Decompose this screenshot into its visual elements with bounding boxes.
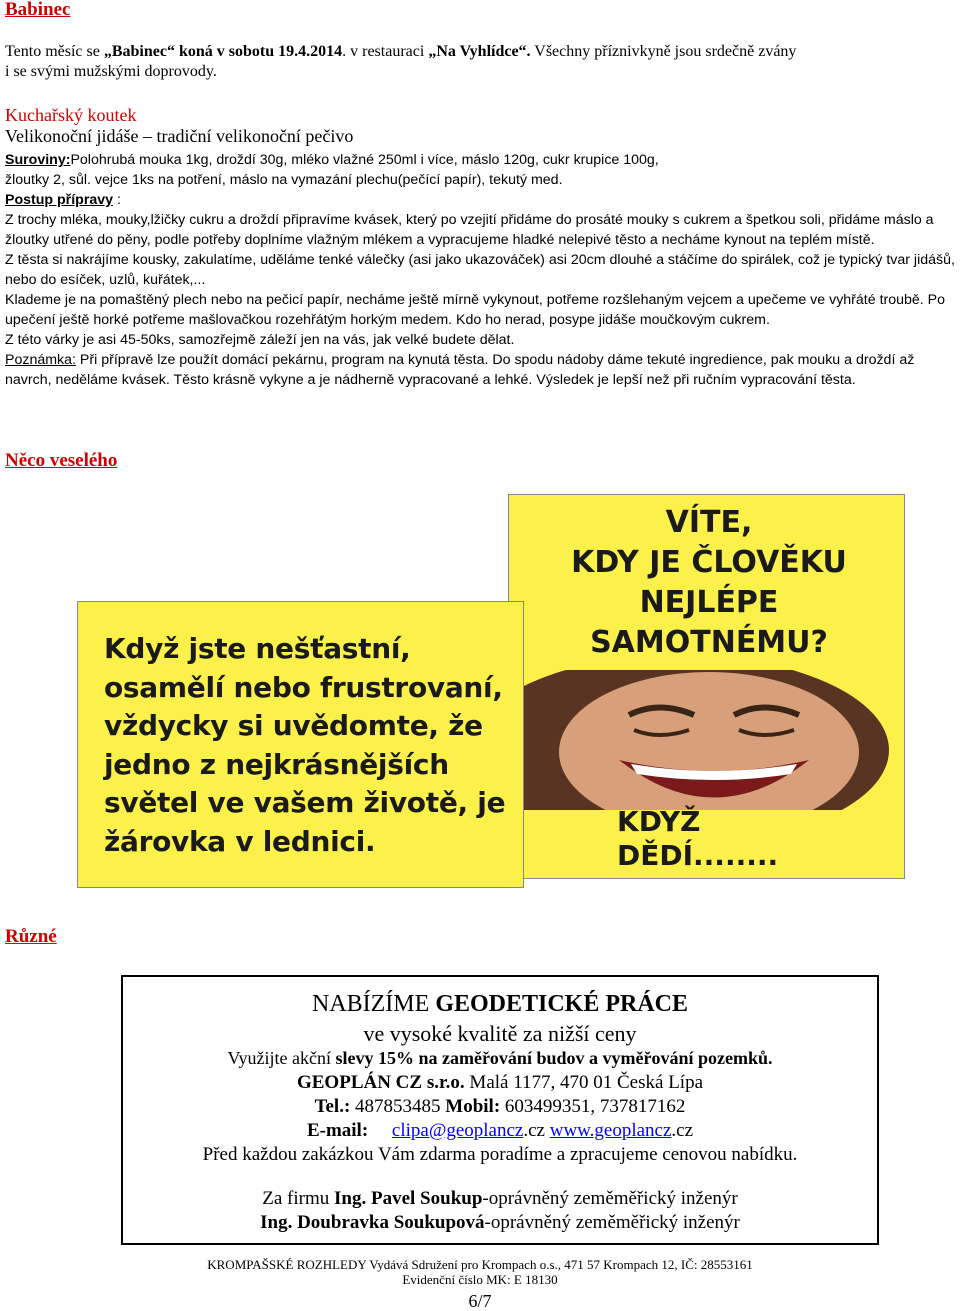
ad-contacts: E-mail: clipa@geoplancz.cz www.geoplancz.cz <box>306 1120 694 1141</box>
fun-heading: Něco veselého <box>5 450 118 471</box>
laughing-woman-illustration <box>509 670 904 810</box>
recipe-header <box>5 105 957 147</box>
misc-heading: Různé <box>5 926 57 947</box>
footer-publisher: KROMPAŠSKÉ ROZHLEDY Vydává Sdružení pro Krompach o.s., 471 57 Krompach 12, IČ: 28553161 <box>207 1257 753 1272</box>
ad-signature-2: Ing. Doubravka Soukupová-oprávněný zeměměřický inženýr <box>260 1212 740 1233</box>
recipe-ingredients: Suroviny:Polohrubá mouka 1kg, droždí 30g, mléko vlažné 250ml i více, máslo 120g, cukr krupice 100g, žloutky 2, sůl. vejce 1ks na potření, máslo na vymazání plechu(pečící papír), tekutý med. <box>5 152 659 188</box>
joke-left-text: Když jste nešťastní, osamělí nebo frustrovaní, vždycky si uvědomte, že jedno z nejkrásnějších světel ve vašem životě, je žárovka v lednici. <box>104 632 506 858</box>
footer-registration: Evidenční číslo MK: E 18130 <box>402 1272 558 1287</box>
ad-offer: Před každou zakázkou Vám zdarma poradíme a zpracujeme cenovou nabídku. <box>202 1144 798 1165</box>
recipe-section-title: Kuchařský koutek <box>5 105 137 125</box>
recipe-title: Velikonoční jidáše – tradiční velikonoční pečivo <box>5 126 354 146</box>
babinec-paragraph: Tento měsíc se „Babinec“ koná v sobotu 19.4.2014. v restauraci „Na Vyhlídce“. Všechny příznivkyně jsou srdečně zvány i se svými mužskými doprovody. <box>5 43 797 80</box>
recipe-procedure: Postup přípravy : Z trochy mléka, mouky,lžičky cukru a droždí připravíme kvásek, který po vzejití přidáme do prosáté mouky s cukrem a špetkou soli, přidáme máslo a žloutky utřené do pěny, podle potřeby doplníme vlažným mlékem a vypracujeme hladké nelepivé těsto a necháme kynout na teplém místě. Z těsta si nakrájíme kousky, zakulatíme, uděláme tenké válečky (asi jako ukazováček) asi 20cm dlouhé a stáčíme do spirálek, což je typický tvar jidášů, nebo do esíček, uzlů, kuřátek,... Klademe je na pomaštěný plech nebo na pečicí papír, necháme ještě mírně vykynout, potřeme rozšlehaným vejcem a upečeme ve vyhřáté troubě. Po upečení ještě horké potřeme mašlovačkou rozehřátým horkým medem. Kdo ho nerad, posype jidáše moučkovým cukrem. Z této várky je asi 45-50ks, samozřejmě záleží jen na vás, jak velké budete dělat. Poznámka: Při přípravě lze použít domácí pekárnu, program na kynutá těsta. Do spodu nádoby dáme tekuté ingredience, pak mouku a droždí až navrch, neděláme kvásek. Těsto krásně vykyne a je nádherně vypracované a lehké. Výsledek je lepší než při ručním vypracování těsta. <box>5 192 955 388</box>
ad-promo: Využijte akční slevy 15% na zaměřování budov a vyměřování pozemků. <box>227 1048 773 1068</box>
joke-question: VÍTE, KDY JE ČLOVĚKU NEJLÉPE SAMOTNÉMU? <box>571 505 847 660</box>
advertisement-box <box>121 975 879 1245</box>
email-link[interactable]: clipa@geoplancz <box>391 1120 524 1141</box>
ad-company: GEOPLÁN CZ s.r.o. Malá 1177, 470 01 Česká Lípa <box>296 1072 704 1093</box>
joke-image-right <box>508 494 905 879</box>
page-number: 6/7 <box>468 1291 492 1311</box>
ad-title: NABÍZÍME GEODETICKÉ PRÁCE <box>311 991 689 1017</box>
babinec-heading: Babinec <box>5 0 71 20</box>
web-link[interactable]: www.geoplancz <box>549 1120 672 1141</box>
ad-phones: Tel.: 487853485 Mobil: 603499351, 737817162 <box>314 1096 686 1117</box>
joke-answer: KDYŽ DĚDÍ........ <box>617 805 779 872</box>
ad-signature-1: Za firmu Ing. Pavel Soukup-oprávněný zeměměřický inženýr <box>262 1188 738 1209</box>
ad-subtitle: ve vysoké kvalitě za nižší ceny <box>363 1021 637 1046</box>
joke-image-left <box>77 601 524 888</box>
